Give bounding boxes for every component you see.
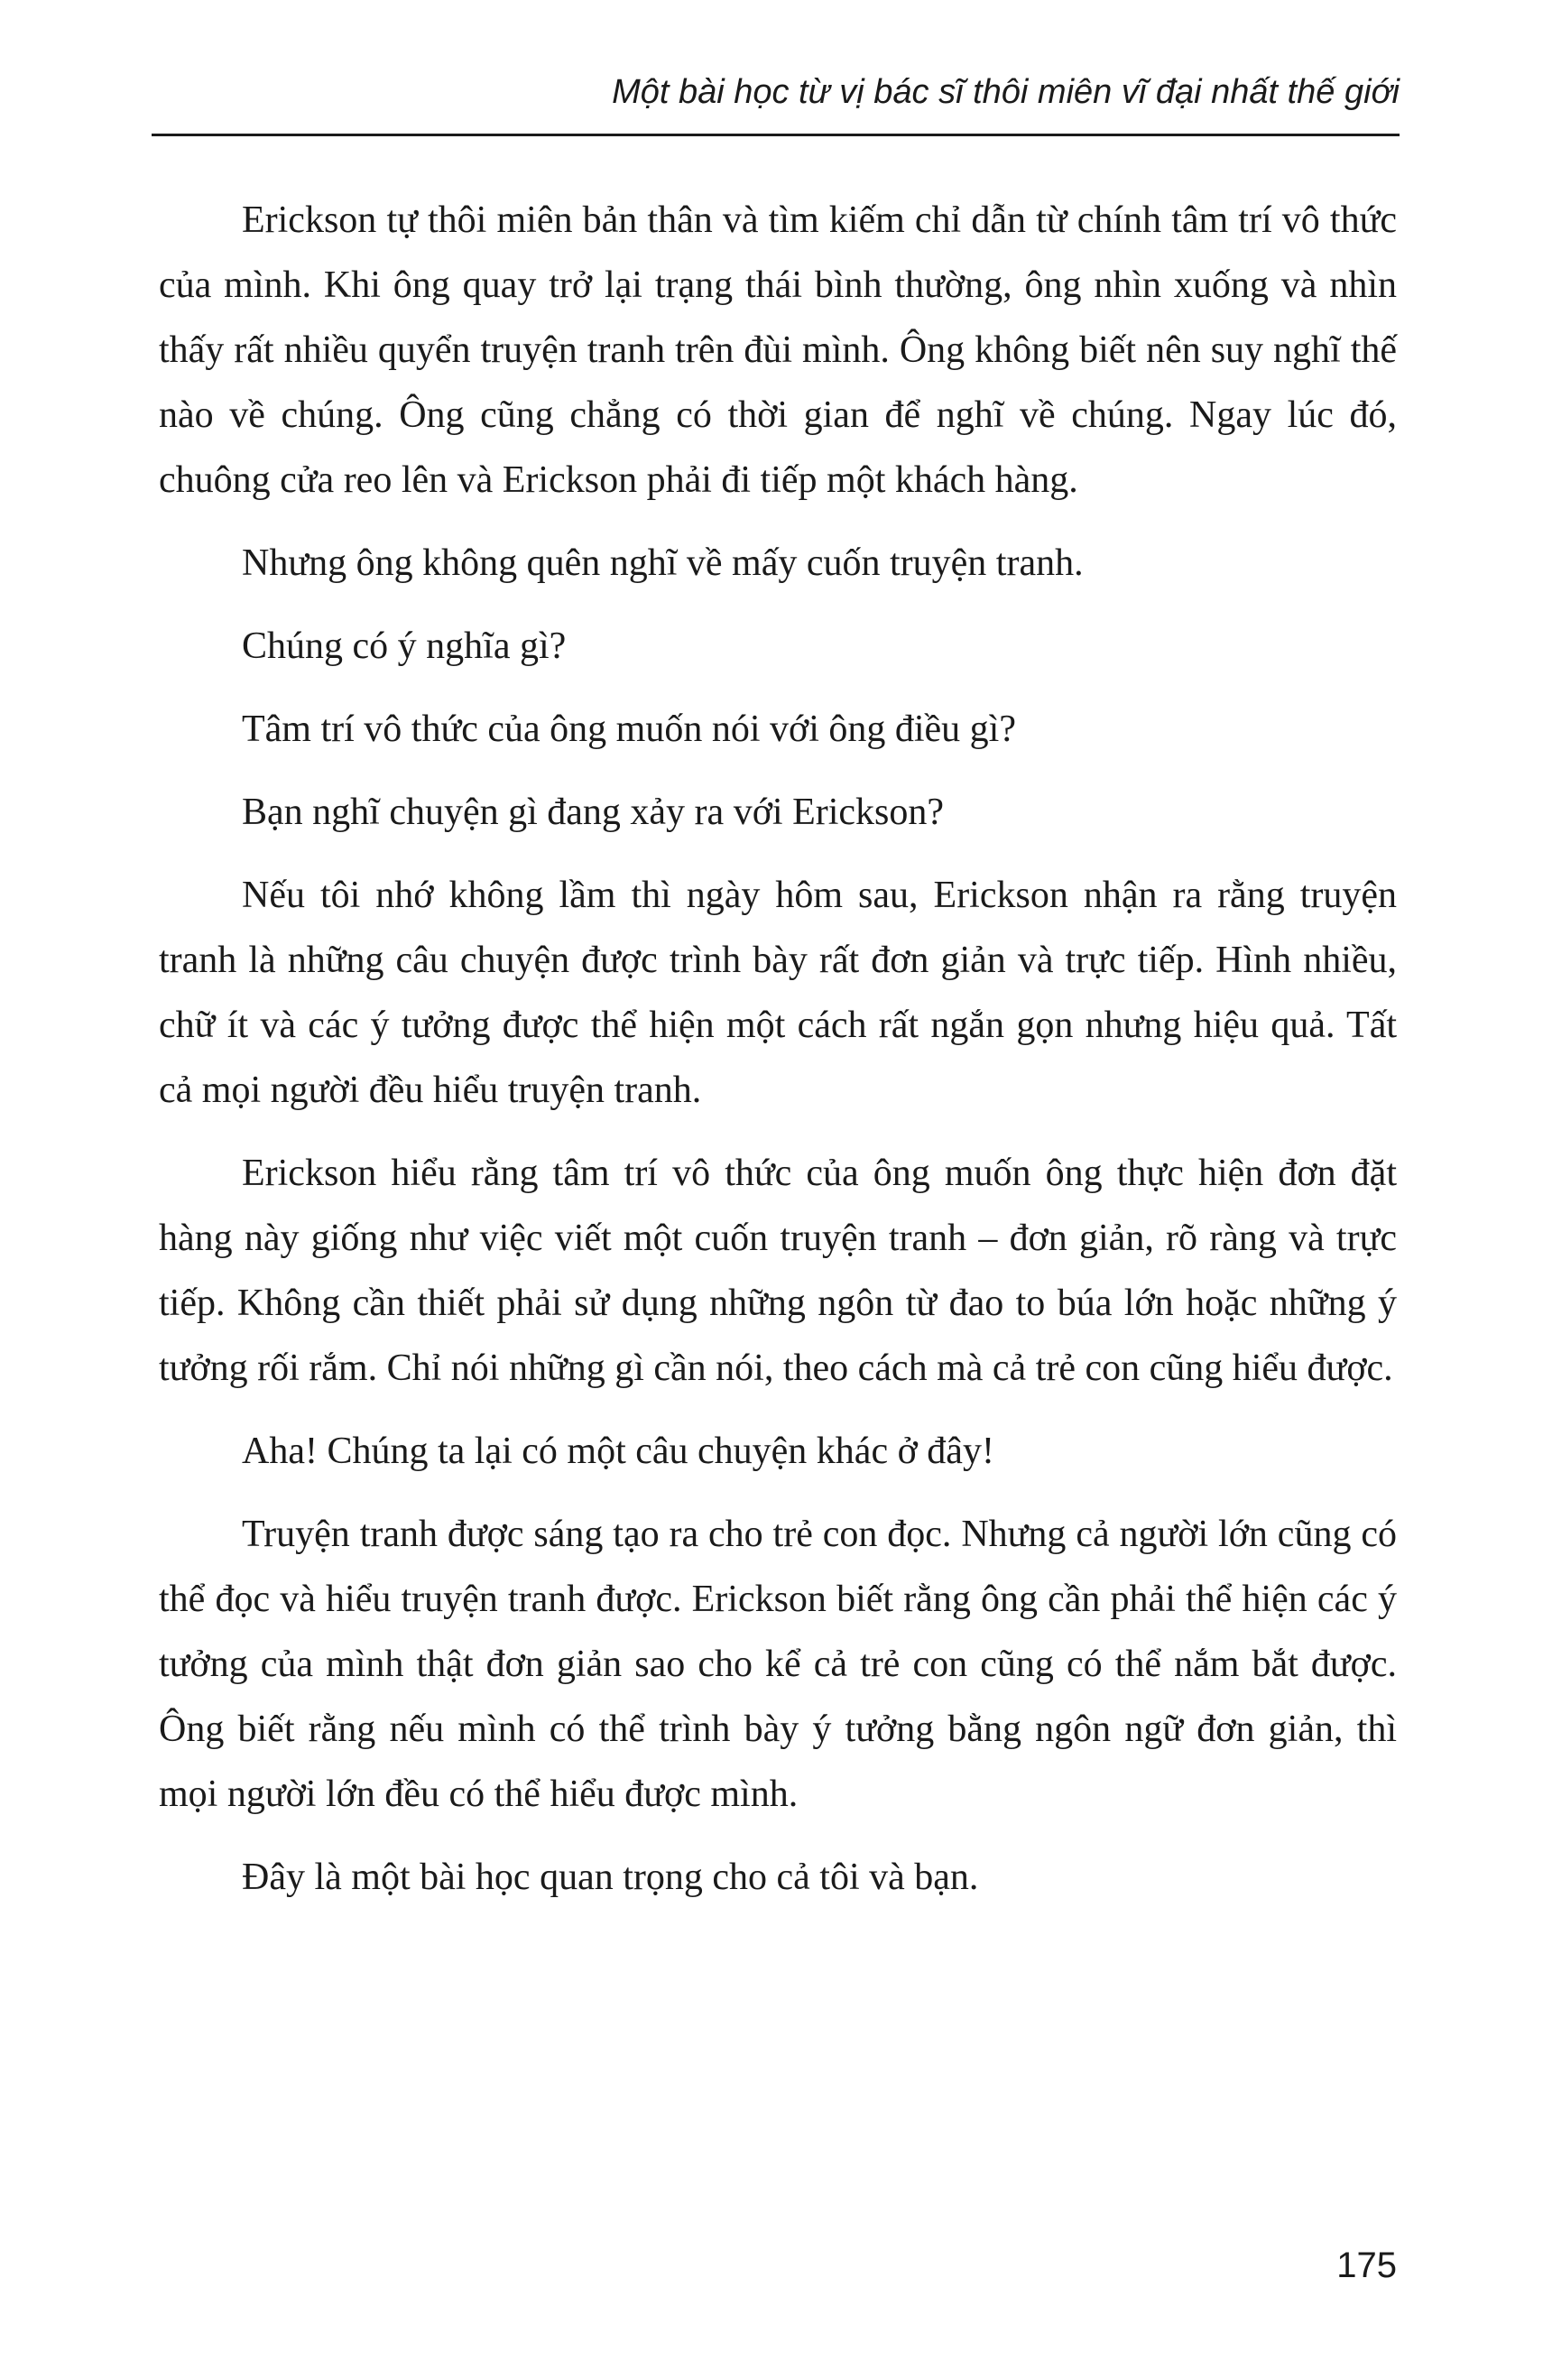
paragraph: Aha! Chúng ta lại có một câu chuyện khác ở đây! <box>242 1431 994 1472</box>
header-divider <box>152 134 1400 136</box>
paragraph: Tâm trí vô thức của ông muốn nói với ông điều gì? <box>242 708 1016 750</box>
paragraph: Nhưng ông không quên nghĩ về mấy cuốn truyện tranh. <box>242 542 1084 584</box>
paragraph: Bạn nghĩ chuyện gì đang xảy ra với Erickson? <box>242 792 945 833</box>
page-number: 175 <box>1336 2246 1397 2285</box>
paragraph: Chúng có ý nghĩa gì? <box>242 625 567 667</box>
paragraph: Erickson tự thôi miên bản thân và tìm kiếm chỉ dẫn từ chính tâm trí vô thức của mình. Khi ông quay trở lại trạng thái bình thường, ông nhìn xuống và nhìn thấy rất nhiều quyển truyện tranh trên đùi mình. Ông không biết nên suy nghĩ thế nào về chúng. Ông cũng chẳng có thời gian để nghĩ về chúng. Ngay lúc đó, chuông cửa reo lên và Erickson phải đi tiếp một khách hàng. <box>159 199 1397 501</box>
running-header: Một bài học từ vị bác sĩ thôi miên vĩ đại nhất thế giới <box>612 73 1400 111</box>
paragraph: Nếu tôi nhớ không lầm thì ngày hôm sau, Erickson nhận ra rằng truyện tranh là những câu chuyện được trình bày rất đơn giản và trực tiếp. Hình nhiều, chữ ít và các ý tưởng được thể hiện một cách rất ngắn gọn nhưng hiệu quả. Tất cả mọi người đều hiểu truyện tranh. <box>159 875 1397 1111</box>
body-text <box>159 188 1397 1928</box>
paragraph: Truyện tranh được sáng tạo ra cho trẻ con đọc. Nhưng cả người lớn cũng có thể đọc và hiểu truyện tranh được. Erickson biết rằng ông cần phải thể hiện các ý tưởng của mình thật đơn giản sao cho kể cả trẻ con cũng có thể nắm bắt được. Ông biết rằng nếu mình có thể trình bày ý tưởng bằng ngôn ngữ đơn giản, thì mọi người lớn đều có thể hiểu được mình. <box>159 1514 1397 1815</box>
paragraph: Erickson hiểu rằng tâm trí vô thức của ông muốn ông thực hiện đơn đặt hàng này giống như việc viết một cuốn truyện tranh – đơn giản, rõ ràng và trực tiếp. Không cần thiết phải sử dụng những ngôn từ đao to búa lớn hoặc những ý tưởng rối rắm. Chỉ nói những gì cần nói, theo cách mà cả trẻ con cũng hiểu được. <box>159 1153 1397 1389</box>
paragraph: Đây là một bài học quan trọng cho cả tôi và bạn. <box>242 1857 979 1898</box>
